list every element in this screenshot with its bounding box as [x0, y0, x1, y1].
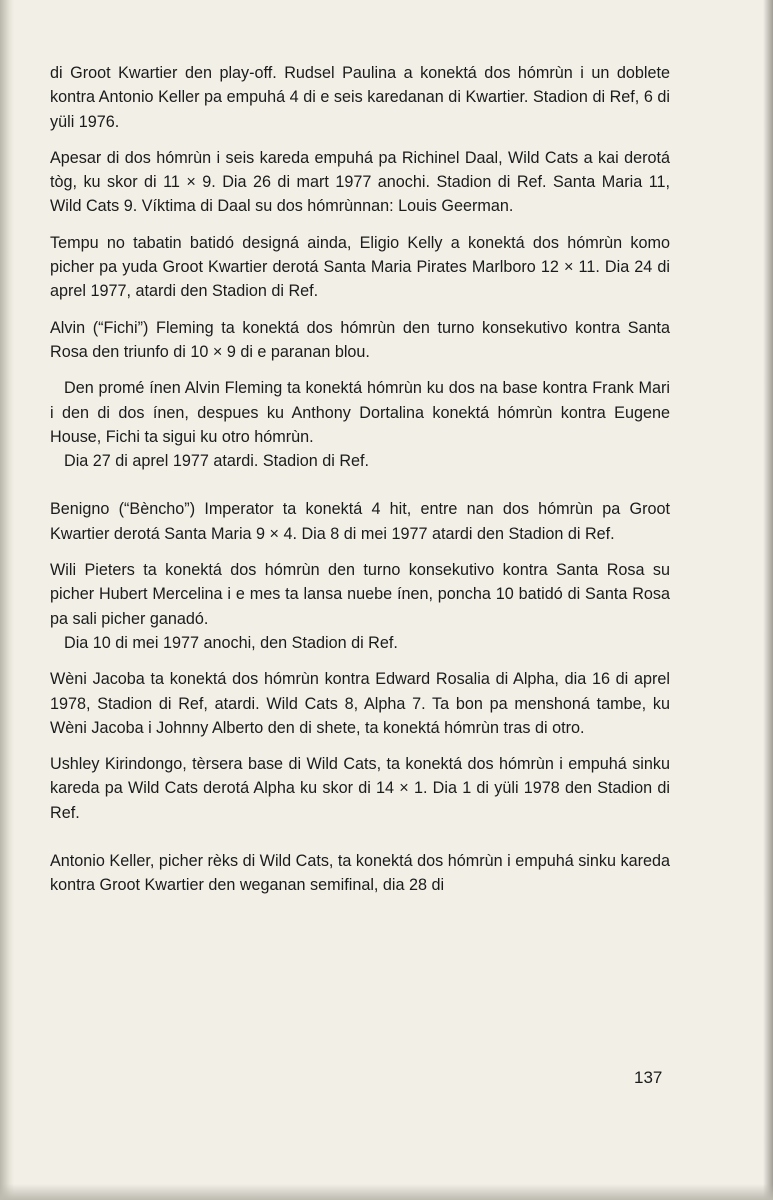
paragraph: Ushley Kirindongo, tèrsera base di Wild Cats, ta konektá dos hómrùn i empuhá sinku kareda pa Wild Cats derotá Alpha ku skor di 14 × 1. Dia 1 di yüli 1978 den Stadion di Ref. [50, 755, 670, 822]
page-bottom-shadow [0, 1184, 773, 1200]
paragraph: Tempu no tabatin batidó designá ainda, Eligio Kelly a konektá dos hómrùn komo picher pa yuda Groot Kwartier derotá Santa Maria Pirates Marlboro 12 × 11. Dia 24 di aprel 1977, atardi den Stadion di Ref. [50, 233, 670, 301]
body-text [50, 61, 670, 898]
paragraph: Wili Pieters ta konektá dos hómrùn den turno konsekutivo kontra Santa Rosa su picher Hubert Mercelina i e mes ta lansa nuebe ínen, poncha 10 batidó di Santa Rosa pa sali picher ganadó. [50, 561, 670, 628]
paragraph: Alvin (“Fichi”) Fleming ta konektá dos hómrùn den turno konsekutivo kontra Santa Rosa den triunfo di 10 × 9 di e paranan blou. [50, 318, 670, 361]
paragraph: Benigno (“Bèncho”) Imperator ta konektá 4 hit, entre nan dos hómrùn pa Groot Kwartier derotá Santa Maria 9 × 4. Dia 8 di mei 1977 atardi den Stadion di Ref. [50, 500, 670, 543]
paragraph: Dia 27 di aprel 1977 atardi. Stadion di Ref. [64, 452, 370, 471]
paragraph: Apesar di dos hómrùn i seis kareda empuhá pa Richinel Daal, Wild Cats a kai derotá tòg, ku skor di 11 × 9. Dia 26 di mart 1977 anochi. Stadion di Ref. Santa Maria 11, Wild Cats 9. Víktima di Daal su dos hómrùnnan: Louis Geerman. [50, 148, 670, 216]
paragraph: Wèni Jacoba ta konektá dos hómrùn kontra Edward Rosalia di Alpha, dia 16 di aprel 1978, Stadion di Ref, atardi. Wild Cats 8, Alpha 7. Ta bon pa menshoná tambe, ku Wèni Jacoba i Johnny Alberto den di shete, ta konektá hómrùn tras di otro. [50, 670, 670, 737]
page-gutter-shadow [0, 0, 14, 1200]
paragraph-gap [50, 364, 670, 376]
paragraph-gap [50, 473, 670, 497]
paragraph: Den promé ínen Alvin Fleming ta konektá hómrùn ku dos na base kontra Frank Mari i den di dos ínen, despues ku Anthony Dortalina konektá hómrùn kontra Eugene House, Fichi ta sigui ku otro hómrùn. [50, 379, 670, 446]
paragraph: di Groot Kwartier den play-off. Rudsel Paulina a konektá dos hómrùn i un doblete kontra Antonio Keller pa empuhá 4 di e seis karedanan di Kwartier. Stadion di Ref, 6 di yüli 1976. [50, 64, 670, 131]
paragraph: Dia 10 di mei 1977 anochi, den Stadion di Ref. [64, 633, 398, 652]
paragraph-gap [50, 655, 670, 667]
page-number: 137 [634, 1068, 663, 1087]
paragraph-gap [50, 837, 670, 849]
paragraph: Antonio Keller, picher rèks di Wild Cats, ta konektá dos hómrùn i empuhá sinku kareda kontra Groot Kwartier den weganan semifinal, dia 28 di [50, 852, 670, 895]
page-edge-shadow [763, 0, 773, 1200]
